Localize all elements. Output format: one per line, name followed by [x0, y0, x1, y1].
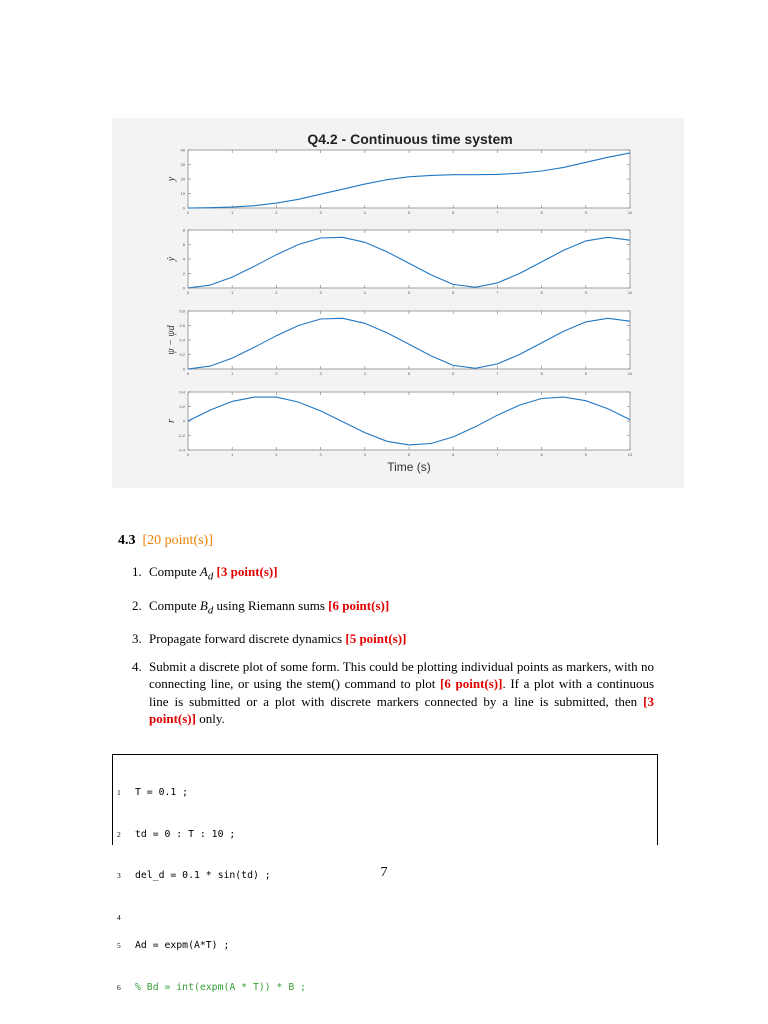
y-tick-label: 0 — [182, 418, 185, 424]
item-text: Propagate forward discrete dynamics — [149, 631, 346, 646]
x-tick-label: 7 — [496, 452, 499, 457]
x-tick-label: 7 — [496, 290, 499, 295]
math-sub: d — [207, 570, 214, 583]
math-sub: d — [207, 604, 214, 617]
x-tick-label: 6 — [452, 210, 455, 215]
code-line — [117, 981, 306, 995]
y-tick-label: 0 — [182, 285, 185, 291]
code-listing — [112, 754, 658, 993]
item-text: Compute — [149, 564, 200, 579]
code-line — [117, 786, 306, 800]
x-tick-label: 0 — [186, 290, 190, 295]
x-tick-label: 3 — [319, 290, 322, 295]
code-text: del_d = 0.1 * sin(td) ; — [135, 870, 271, 882]
code-text: td = 0 : T : 10 ; — [135, 828, 236, 840]
x-tick-label: 1 — [231, 290, 234, 295]
x-tick-label: 1 — [231, 371, 234, 376]
x-tick-label: 6 — [452, 371, 455, 376]
x-tick-label: 6 — [452, 290, 455, 295]
code-text: Ad = expm(A*T) ; — [135, 939, 230, 951]
x-tick-label: 2 — [275, 210, 278, 215]
item-number: 4. — [132, 658, 142, 674]
y-tick-label: 0.8 — [179, 308, 185, 314]
item-points: [3 point(s)] — [216, 564, 278, 579]
math-var: A — [199, 564, 208, 579]
x-tick-label: 8 — [540, 210, 543, 215]
x-tick-label: 7 — [496, 371, 499, 376]
x-tick-label: 0 — [186, 371, 190, 376]
section-heading — [118, 533, 213, 549]
x-tick-label: 5 — [407, 290, 411, 295]
y-tick-label: 40 — [180, 147, 185, 153]
x-tick-label: 0 — [186, 210, 190, 215]
x-tick-label: 4 — [363, 290, 366, 295]
section-points: [20 point(s)] — [142, 533, 213, 548]
axes-box — [188, 311, 630, 369]
x-tick-label: 7 — [496, 210, 499, 215]
y-tick-label: 0.6 — [179, 323, 185, 328]
x-tick-label: 10 — [627, 210, 633, 215]
list-item — [132, 630, 654, 647]
item-points: [6 point(s)] — [440, 676, 503, 692]
x-tick-label: 8 — [540, 452, 543, 457]
axes-box — [188, 392, 630, 450]
chart-svg — [112, 118, 684, 488]
line-number: 5 — [117, 940, 121, 950]
y-axis-label: y — [166, 176, 177, 182]
line-number: 2 — [117, 829, 121, 839]
y-tick-label: 10 — [180, 191, 185, 196]
x-tick-label: 1 — [231, 452, 234, 457]
x-tick-label: 1 — [231, 210, 234, 215]
task-list — [132, 563, 654, 738]
item-number: 3. — [132, 631, 142, 646]
y-tick-label: 0.2 — [179, 352, 185, 357]
x-tick-label: 5 — [407, 210, 411, 215]
y-tick-label: 8 — [182, 227, 185, 233]
code-text: T = 0.1 ; — [135, 786, 189, 798]
item-text: using Riemann sums — [213, 597, 329, 613]
list-item — [132, 597, 654, 620]
x-tick-label: 0 — [186, 452, 190, 457]
code-line — [117, 828, 306, 842]
y-tick-label: 0.2 — [179, 404, 185, 409]
y-axis-label: ψ − ψd — [166, 325, 177, 355]
y-tick-label: 6 — [182, 242, 185, 247]
y-tick-label: 0.4 — [179, 337, 185, 343]
item-number: 1. — [132, 564, 142, 579]
x-tick-label: 3 — [319, 210, 322, 215]
y-tick-label: 4 — [182, 256, 185, 262]
axes-box — [188, 150, 630, 208]
continuous-time-figure — [112, 118, 684, 488]
y-tick-label: -0.2 — [178, 433, 185, 438]
x-tick-label: 8 — [540, 371, 543, 376]
x-tick-label: 9 — [584, 371, 587, 376]
axes-box — [188, 230, 630, 288]
item-text: Submit a discrete plot of some form. This could be plotting individual points as markers, with no connecting line, or using the stem() command to plot — [149, 658, 654, 692]
x-tick-label: 9 — [584, 452, 587, 457]
x-tick-label: 10 — [627, 371, 633, 376]
math-var: B — [199, 597, 208, 613]
line-number: 6 — [117, 982, 121, 992]
x-tick-label: 9 — [584, 290, 587, 295]
y-axis-label: r — [166, 419, 177, 423]
line-number: 3 — [117, 871, 121, 881]
line-number: 4 — [117, 912, 121, 922]
page-number: 7 — [380, 865, 388, 880]
x-tick-label: 6 — [452, 452, 455, 457]
item-points: [6 point(s)] — [328, 597, 390, 613]
x-tick-label: 8 — [540, 290, 543, 295]
y-tick-label: 20 — [180, 176, 185, 182]
item-text: only. — [195, 711, 225, 727]
y-tick-label: 30 — [180, 162, 185, 167]
list-item — [132, 563, 654, 586]
x-tick-label: 10 — [627, 452, 633, 457]
item-points: [3 point(s)] — [149, 693, 654, 727]
x-tick-label: 3 — [319, 371, 322, 376]
x-tick-label: 10 — [627, 290, 633, 295]
y-tick-label: -0.4 — [178, 447, 185, 453]
y-tick-label: 2 — [182, 271, 185, 276]
y-tick-label: 0 — [182, 205, 185, 211]
code-comment: % Bd = int(expm(A * T)) * B ; — [135, 981, 307, 993]
y-tick-label: 0 — [182, 366, 185, 372]
x-tick-label: 2 — [275, 452, 278, 457]
y-tick-label: 0.4 — [179, 389, 185, 395]
x-tick-label: 5 — [407, 452, 411, 457]
item-text: Compute — [149, 597, 200, 613]
code-line — [117, 939, 306, 953]
x-axis-label: Time (s) — [387, 460, 431, 474]
x-tick-label: 2 — [275, 371, 278, 376]
code-lines — [117, 758, 306, 1022]
line-number: 1 — [117, 787, 121, 797]
list-item — [132, 658, 654, 728]
item-text: . If a plot with a continuous line is submitted or a plot with discrete markers connected by a line is submitted, then — [149, 676, 654, 709]
x-tick-label: 2 — [275, 290, 278, 295]
x-tick-label: 4 — [363, 452, 366, 457]
section-number: 4.3 — [118, 533, 136, 548]
x-tick-label: 9 — [584, 210, 587, 215]
y-axis-label: ẏ — [166, 256, 177, 262]
chart-title: Q4.2 - Continuous time system — [307, 131, 513, 147]
item-number: 2. — [132, 597, 142, 613]
x-tick-label: 3 — [319, 452, 322, 457]
item-points: [5 point(s)] — [345, 631, 407, 646]
x-tick-label: 4 — [363, 210, 366, 215]
x-tick-label: 5 — [407, 371, 411, 376]
x-tick-label: 4 — [363, 371, 366, 376]
